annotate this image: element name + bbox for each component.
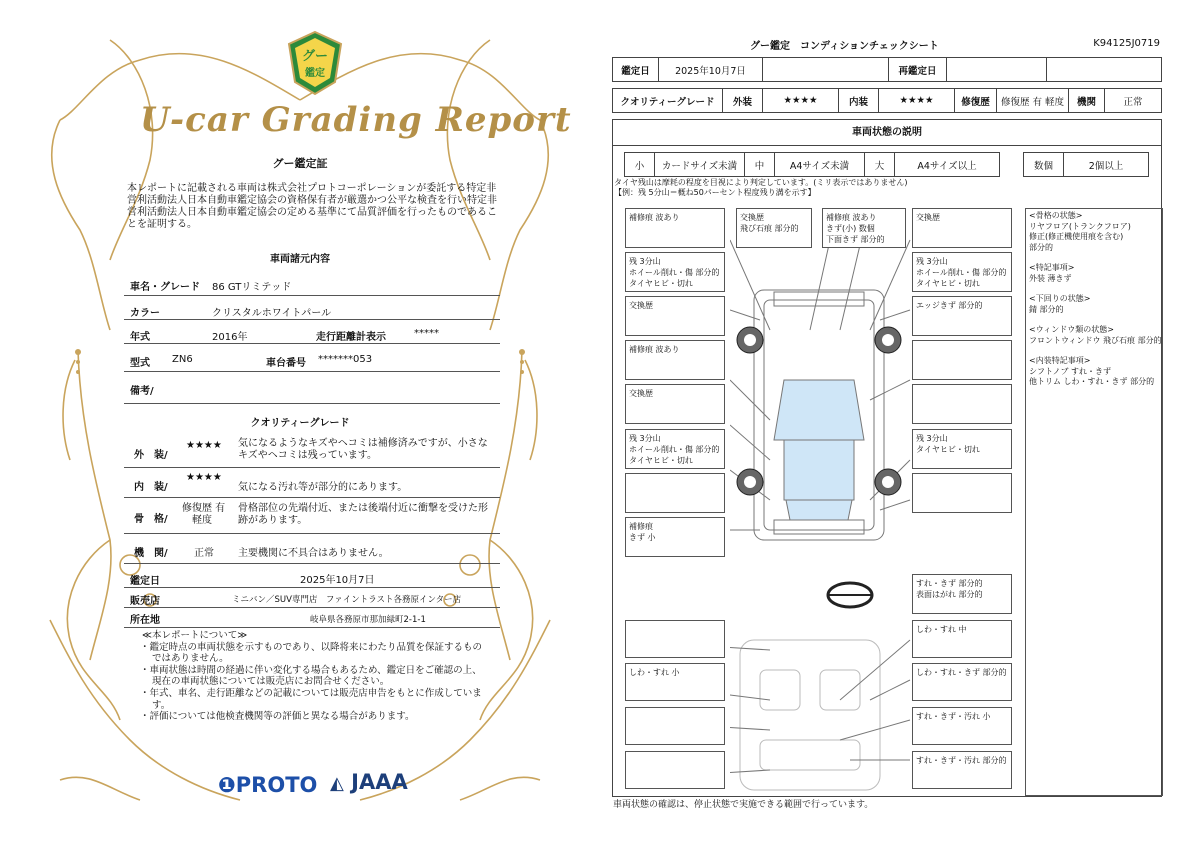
spec-row-year: [124, 320, 500, 344]
condition-box: 交換歴 飛び石痕 部分的: [736, 208, 812, 248]
svg-text:グー: グー: [301, 49, 329, 64]
mileage-value: *****: [414, 328, 439, 339]
model-label: 型式: [130, 358, 150, 369]
goo-appraisal-badge-icon: [285, 30, 345, 96]
year-value: 2016年: [212, 332, 248, 343]
ext-label: 外装: [723, 89, 763, 113]
exterior-stars: ★★★★: [186, 440, 222, 451]
quality-row-interior: [124, 468, 500, 498]
repair-value: 修復歴 有 軽度: [997, 89, 1069, 113]
jaaa-logo: ◭ JAAA: [330, 770, 408, 794]
condition-box: 補修痕 きず 小: [625, 517, 725, 557]
report-notes: [140, 630, 490, 723]
note-item: ・評価については他検査機関等の評価と異なる場合があります。: [140, 711, 415, 723]
name-label: 車名・グレード: [130, 282, 200, 293]
condition-box: [625, 620, 725, 658]
quality-section-title: クオリティーグレード: [250, 418, 350, 429]
condition-box: [625, 707, 725, 745]
frame-text: 骨格部位の先端付近、または後端付近に衝撃を受けた形跡があります。: [238, 503, 488, 526]
name-value: 86 GTリミテッド: [212, 282, 292, 293]
sheet-id: K94125J0719: [1093, 38, 1160, 49]
address-label: 所在地: [130, 615, 160, 626]
script-title: U-car Grading Report: [140, 100, 572, 140]
special-notes: <特記事項> 外装 薄きず: [1029, 263, 1075, 283]
quality-grade-label: クオリティーグレード: [613, 89, 723, 113]
svg-text:鑑定: 鑑定: [305, 68, 325, 79]
count-label: 数個: [1024, 153, 1064, 177]
color-label: カラー: [130, 308, 160, 319]
engine-value: 正常: [1105, 89, 1162, 113]
address-value: 岐阜県各務原市那加緑町2-1-1: [310, 615, 426, 625]
certificate-title: グー鑑定証: [272, 157, 328, 170]
quality-row-frame: [124, 498, 500, 534]
engine-value: 正常: [194, 548, 214, 559]
steering-wheel-icon: [828, 583, 872, 607]
redate-value: [947, 58, 1047, 82]
condition-box: 交換歴: [625, 384, 725, 424]
date-value: 2025年10月7日: [659, 58, 763, 82]
shop-label: 販売店: [130, 596, 160, 607]
condition-box: 補修痕 波あり: [625, 208, 725, 248]
quality-row-exterior: [124, 432, 500, 468]
condition-box: 補修痕 波あり きず(小) 数個 下面きず 部分的: [822, 208, 906, 248]
condition-box: [625, 473, 725, 513]
spec-row-name: [124, 272, 500, 296]
legend-medium-desc: A4サイズ未満: [775, 153, 865, 177]
mileage-label: 走行距離計表示: [316, 332, 386, 343]
panel-title: 車両状態の説明: [613, 120, 1161, 146]
interior-notes: <内装特記事項> シフトノブ すれ・きず 他トリム しわ・すれ・きず 部分的: [1029, 356, 1155, 386]
model-value: ZN6: [172, 354, 193, 365]
condition-check-sheet: [600, 0, 1200, 848]
spec-row-color: [124, 296, 500, 320]
grade-table: [612, 88, 1162, 113]
window-notes: <ウィンドウ類の状態> フロントウィンドウ 飛び石痕 部分的: [1029, 325, 1162, 345]
jaaa-mark-icon: ◭: [330, 773, 344, 794]
interior-stars: ★★★★: [186, 472, 222, 483]
engine-label: 機 関/: [134, 548, 168, 559]
condition-box: [625, 751, 725, 789]
condition-box: [912, 473, 1012, 513]
frame-value: 修復歴 有 軽度: [182, 503, 226, 526]
spec-row-model: [124, 344, 500, 372]
legend-medium: 中: [745, 153, 775, 177]
interior-label: 内 装/: [134, 482, 168, 493]
count-value: 2個以上: [1064, 153, 1149, 177]
tire-box-front-right: 残 3分山 ホイール削れ・傷 部分的 タイヤヒビ・切れ: [912, 252, 1012, 292]
engine-label: 機関: [1069, 89, 1105, 113]
appraisal-date-label: 鑑定日: [130, 576, 160, 587]
interior-text: 気になる汚れ等が部分的にあります。: [238, 482, 408, 493]
note-item: ・年式、車名、走行距離などの記載については販売店申告をもとに作成しています。: [140, 687, 482, 711]
tire-box-rear-left: 残 3分山 ホイール削れ・傷 部分的 タイヤヒビ・切れ: [625, 429, 725, 469]
chassis-label: 車台番号: [266, 358, 306, 369]
spec-section-title: 車両諸元内容: [270, 254, 330, 265]
ext-stars: ★★★★: [763, 89, 839, 113]
condition-box: すれ・きず・汚れ 小: [912, 707, 1012, 745]
chassis-value: *******053: [318, 354, 373, 365]
legend-large-desc: A4サイズ以上: [895, 153, 1000, 177]
note-item: ・車両状態は時間の経過に伴い変化する場合もあるため、鑑定日をご確認の上、現在の車両状態については販売店にお問合せください。: [140, 664, 482, 688]
condition-box: しわ・すれ 小: [625, 663, 725, 701]
condition-box: [912, 340, 1012, 380]
shop-value: ミニバン／SUV専門店 ファイントラスト各務原インター店: [232, 595, 462, 605]
condition-box: 交換歴: [912, 208, 1012, 248]
frame-notes: <骨格の状態> リヤフロア(トランクフロア) 修正(修正機使用痕を含む) 部分的: [1029, 211, 1131, 252]
exterior-text: 気になるようなキズやヘコミは補修済みですが、小さなキズやヘコミは残っています。: [238, 438, 488, 461]
condition-box: 交換歴: [625, 296, 725, 336]
certificate-body: 本レポートに記載される車両は株式会社プロトコーポレーションが委託する特定非営利活動法人日本自動車鑑定協会の資格保有者が厳選かつ公平な検査を行い特定非営利活動法人日本自動車鑑定協会の定める基準にて品質評価を行ったものであることを証明する。: [127, 183, 497, 230]
count-legend-table: [1023, 152, 1149, 177]
color-value: クリスタルホワイトパール: [212, 308, 332, 319]
notes-title: ≪本レポートについて≫: [142, 630, 248, 641]
exterior-label: 外 装/: [134, 450, 168, 461]
repair-label: 修復歴: [955, 89, 997, 113]
empty-cell: [763, 58, 889, 82]
footnote: 車両状態の確認は、停止状態で実施できる範囲で行っています。: [613, 800, 874, 810]
condition-box: エッジきず 部分的: [912, 296, 1012, 336]
shop-row: [124, 588, 500, 608]
tire-box-rear-right: 残 3分山 タイヤヒビ・切れ: [912, 429, 1012, 469]
address-row: [124, 608, 500, 628]
proto-logo: ❶PROTO: [218, 773, 318, 797]
year-label: 年式: [130, 332, 150, 343]
int-label: 内装: [839, 89, 879, 113]
int-stars: ★★★★: [879, 89, 955, 113]
engine-text: 主要機関に不具合はありません。: [238, 548, 389, 559]
date-table: [612, 57, 1162, 82]
proto-mark-icon: ❶: [218, 773, 236, 797]
appraisal-date-value: 2025年10月7日: [300, 575, 375, 586]
underbody-notes: <下回りの状態> 錆 部分的: [1029, 294, 1091, 314]
tire-box-front-left: 残 3分山 ホイール削れ・傷 部分的 タイヤヒビ・切れ: [625, 252, 725, 292]
remarks-label: 備考/: [130, 386, 154, 397]
empty-cell: [1047, 58, 1162, 82]
redate-label: 再鑑定日: [889, 58, 947, 82]
condition-box: すれ・きず・汚れ 部分的: [912, 751, 1012, 789]
appraisal-date-row: [124, 566, 500, 588]
tire-note: タイヤ残山は摩耗の程度を目視により判定しています。(ミリ表示ではありません) 【例：残 5分山＝概ね50パーセント程度残り溝を示す】: [614, 178, 908, 197]
note-item: ・鑑定時点の車両状態を示すものであり、以降将来にわたり品質を保証するものではありません。: [140, 641, 483, 665]
condition-box: しわ・すれ・きず 部分的: [912, 663, 1012, 701]
condition-box: すれ・きず 部分的 表面はがれ 部分的: [912, 574, 1012, 614]
condition-box: しわ・すれ 中: [912, 620, 1012, 658]
spec-row-remarks: [124, 372, 500, 404]
quality-row-engine: [124, 534, 500, 564]
legend-large: 大: [865, 153, 895, 177]
frame-label: 骨 格/: [134, 514, 168, 525]
condition-box: 補修痕 波あり: [625, 340, 725, 380]
condition-box: [912, 384, 1012, 424]
special-notes-column: [1025, 208, 1163, 796]
sheet-title: グー鑑定 コンディションチェックシート: [750, 41, 939, 52]
legend-small-desc: カードサイズ未満: [655, 153, 745, 177]
size-legend-table: [624, 152, 1000, 177]
legend-small: 小: [625, 153, 655, 177]
date-label: 鑑定日: [613, 58, 659, 82]
